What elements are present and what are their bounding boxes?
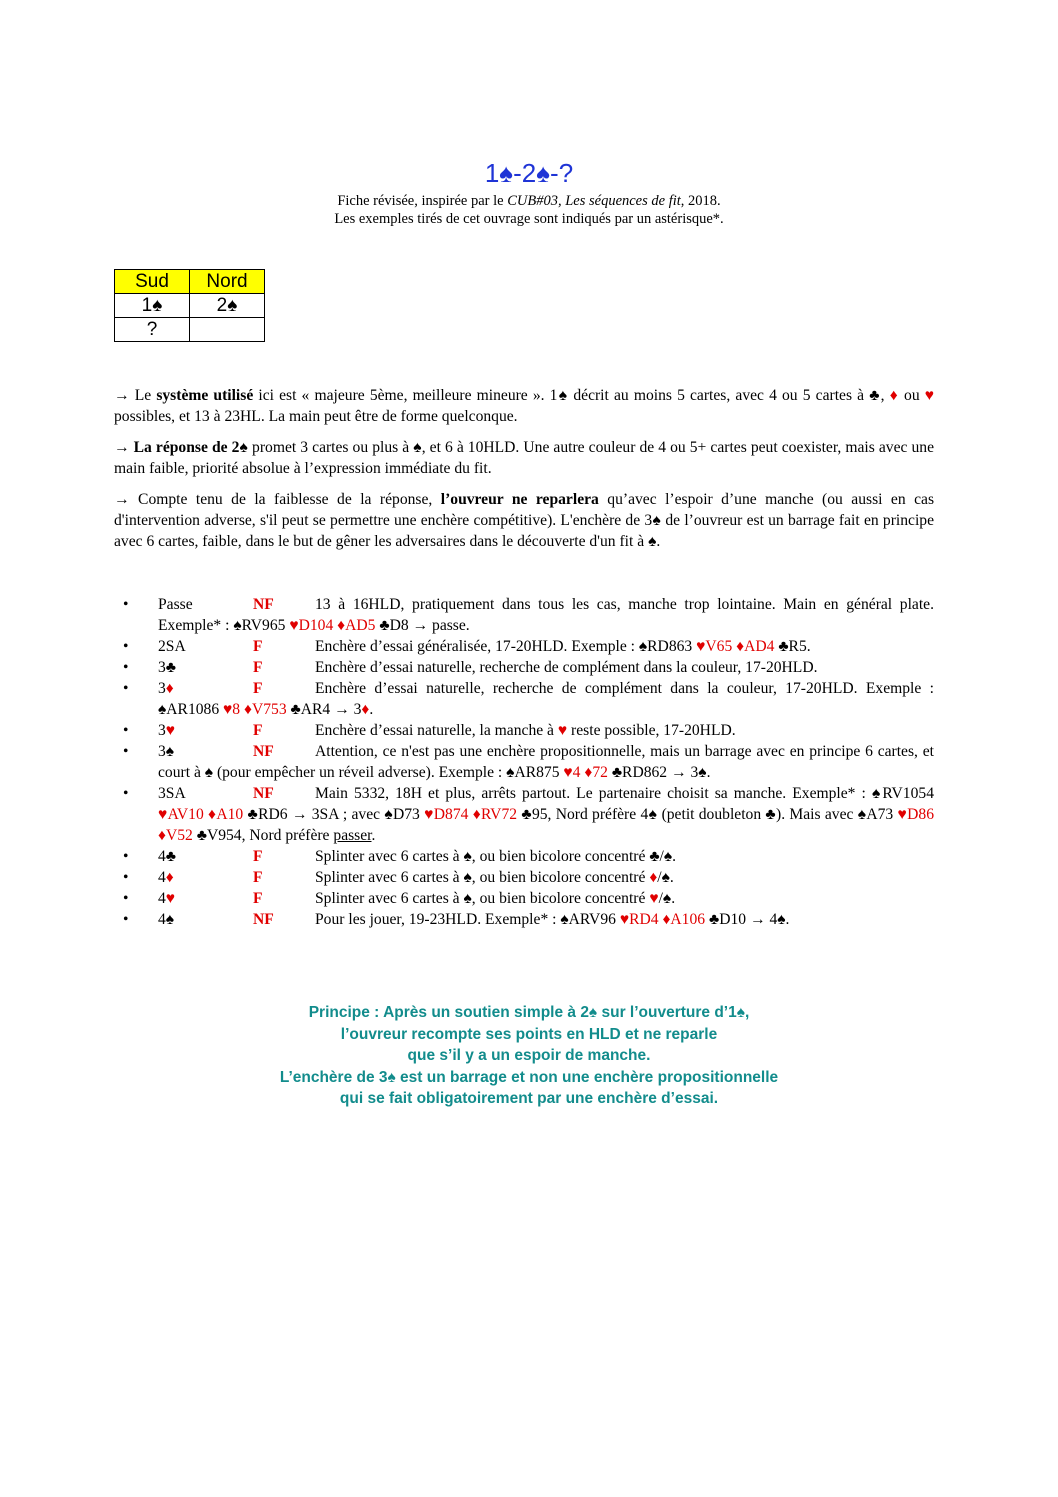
bid-level: 4 [158, 869, 166, 886]
text: ♣D10 → 4♠. [705, 911, 790, 928]
bid-cell [190, 318, 265, 342]
bold-text: l’ouvreur ne reparlera [440, 491, 599, 508]
diamond-icon: ♦ [165, 869, 174, 886]
text: → Le [114, 387, 157, 404]
bid-label: 3♠ [158, 743, 175, 760]
bullet-icon: • [123, 785, 129, 802]
bold-text: La réponse de 2♠ [133, 439, 248, 456]
text: Splinter avec 6 cartes à ♠, ou bien bicolore concentré [315, 869, 650, 886]
principle-line: L’enchère de 3♠ est un barrage et non une enchère propositionnelle [279, 1068, 779, 1086]
forcing-tag: F [253, 659, 263, 676]
text: 13 à 16HLD, pratiquement dans tous les cas, manche trop lointaine. Main en général plate. Exemple* : ♠RV965 [158, 596, 934, 634]
bid-label [158, 720, 253, 741]
red-cards: ♥D86 ♦V52 [158, 806, 934, 844]
diamond-icon: ♦ [889, 387, 899, 404]
principle-line: qui se fait obligatoirement par une enchère d’essai. [339, 1090, 719, 1107]
diamond-icon: ♦ [165, 680, 174, 697]
text: ♣D8 → passe. [375, 617, 470, 634]
bidding-table [114, 269, 265, 342]
text: ♣RD6 → 3SA ; avec ♠D73 [243, 806, 425, 823]
paragraph-response [114, 437, 934, 479]
text: Splinter avec 6 cartes à ♠, ou bien bicolore concentré ♣/♠. [315, 848, 677, 865]
text: Attention, ce n'est pas une enchère propositionnelle, mais un barrage avec en principe 6 cartes, et court à ♠ (pour empêcher un réveil adverse). Exemple : ♠AR875 [158, 743, 934, 781]
bullet-icon: • [123, 869, 129, 886]
subtitle-line-1 [0, 193, 1058, 210]
text: ♣V954, Nord préfère [192, 827, 334, 844]
text: Main 5332, 18H et plus, arrêts partout. Le partenaire choisit sa manche. Exemple* : ♠RV1054 [315, 785, 934, 802]
red-cards: ♥D874 ♦RV72 [424, 806, 518, 823]
bidding-row [115, 294, 265, 318]
bullet-icon: • [123, 743, 129, 760]
paragraph-system [114, 385, 934, 427]
subtitle-text: Fiche révisée, inspirée par le [337, 193, 508, 209]
red-cards: ♥RD4 ♦A106 [619, 911, 706, 928]
text: promet 3 cartes ou plus à ♠, et 6 à 10HLD. Une autre couleur de 4 ou 5+ cartes peut coexister, mais avec une main faible, priorité absolue à l’expression immédiate du fit. [114, 439, 934, 477]
text: . [371, 827, 376, 844]
bidding-row [115, 318, 265, 342]
text: reste possible, 17-20HLD. [567, 722, 736, 739]
text: → Compte tenu de la faiblesse de la réponse, [114, 491, 441, 508]
red-cards: ♥AV10 ♦A10 [158, 806, 244, 823]
list-item [114, 636, 934, 657]
spade-icon: ♠ [536, 158, 551, 188]
text: ♣95, Nord préfère 4♠ (petit doubleton ♣). Mais avec ♠A73 [517, 806, 898, 823]
text: ou [898, 387, 925, 404]
bid-label: 3♣ [158, 659, 177, 676]
heart-icon: ♥ [924, 387, 935, 404]
list-item [114, 657, 934, 678]
bid-level: 4 [158, 890, 166, 907]
book-title: CUB#03, Les séquences de fit [507, 193, 681, 209]
bid-label: 3SA [158, 785, 186, 802]
bid-label [158, 888, 253, 909]
diamond-icon: ♦ [649, 869, 658, 886]
bid-cell: 2♠ [190, 294, 265, 318]
bid-cell: 1♠ [115, 294, 190, 318]
list-item [114, 867, 934, 888]
text: Enchère d’essai naturelle, la manche à [315, 722, 558, 739]
bid-label: 4♠ [158, 911, 175, 928]
bullet-icon: • [123, 848, 129, 865]
header-sud: Sud [115, 270, 190, 294]
forcing-tag: F [253, 680, 263, 697]
principle-box [0, 1002, 1058, 1110]
bid-label: 2SA [158, 638, 186, 655]
text: ♣AR4 → 3 [286, 701, 362, 718]
text: /♠. [658, 890, 676, 907]
title-part: -2 [513, 158, 537, 188]
forcing-tag: F [253, 722, 263, 739]
bid-label: Passe [158, 596, 193, 613]
bid-list [114, 594, 934, 930]
list-item [114, 888, 934, 909]
header-nord: Nord [190, 270, 265, 294]
bid-label [158, 678, 253, 699]
forcing-tag: F [253, 869, 263, 886]
forcing-tag: F [253, 890, 263, 907]
forcing-tag: NF [253, 743, 274, 760]
list-item [114, 909, 934, 930]
subtitle-text: , 2018. [680, 193, 721, 209]
text: . [369, 701, 374, 718]
spade-icon: ♠ [499, 158, 514, 188]
forcing-tag: F [253, 848, 263, 865]
list-item [114, 741, 934, 783]
diamond-icon: ♦ [361, 701, 370, 718]
text: → [114, 439, 134, 456]
list-item [114, 678, 934, 720]
text: Splinter avec 6 cartes à ♠, ou bien bicolore concentré [315, 890, 650, 907]
bullet-icon: • [123, 911, 129, 928]
red-cards: ♥V65 ♦AD4 [696, 638, 775, 655]
underlined-text: passer [333, 827, 372, 844]
forcing-tag: F [253, 638, 263, 655]
text: ♣R5. [774, 638, 811, 655]
text: ici est « majeure 5ème, meilleure mineure ». 1♠ décrit au moins 5 cartes, avec 4 ou 5 cartes à ♣, [253, 387, 890, 404]
principle-line: Principe : Après un soutien simple à 2♠ sur l’ouverture d’1♠, [308, 1004, 750, 1021]
bullet-icon: • [123, 722, 129, 739]
page-title [0, 158, 1058, 189]
bold-text: système utilisé [156, 387, 254, 404]
bid-level: 3 [158, 680, 166, 697]
paragraph-opener [114, 489, 934, 552]
title-part: -? [550, 158, 574, 188]
text: Enchère d’essai naturelle, recherche de complément dans la couleur, 17-20HLD. [315, 659, 818, 676]
heart-icon: ♥ [557, 722, 568, 739]
red-cards: ♥D104 ♦AD5 [289, 617, 376, 634]
text: possibles, et 13 à 23HL. La main peut être de forme quelconque. [114, 408, 518, 425]
title-part: 1 [484, 158, 500, 188]
bullet-icon: • [123, 890, 129, 907]
text: Pour les jouer, 19-23HLD. Exemple* : ♠ARV96 [315, 911, 620, 928]
bid-level: 3 [158, 722, 166, 739]
bullet-icon: • [123, 596, 129, 613]
bid-label: 4♣ [158, 848, 177, 865]
bid-cell: ? [115, 318, 190, 342]
bullet-icon: • [123, 659, 129, 676]
heart-icon: ♥ [649, 890, 659, 907]
red-cards: ♥8 ♦V753 [223, 701, 287, 718]
bid-label [158, 867, 253, 888]
forcing-tag: NF [253, 596, 274, 613]
list-item [114, 720, 934, 741]
forcing-tag: NF [253, 911, 274, 928]
subtitle-line-2: Les exemples tirés de cet ouvrage sont indiqués par un astérisque*. [334, 211, 724, 227]
text: /♠. [657, 869, 674, 886]
bidding-header-row [115, 270, 265, 294]
heart-icon: ♥ [165, 890, 176, 907]
red-cards: ♥4 ♦72 [563, 764, 608, 781]
bullet-icon: • [123, 680, 129, 697]
text: qu’avec l’espoir d’une manche (ou aussi en cas d'intervention adverse, s'il peut se permettre une enchère compétitive). L'enchère de 3♠ de l’ouvreur est un barrage fait en principe avec 6 cartes, faible, dans le but de gêner les adversaires dans le découverte d'un fit à ♠. [114, 491, 935, 550]
text: Enchère d’essai naturelle, recherche de complément dans la couleur, 17-20HLD. Exemple : ♠AR1086 [158, 680, 934, 718]
forcing-tag: NF [253, 785, 274, 802]
bullet-icon: • [123, 638, 129, 655]
principle-line: que s’il y a un espoir de manche. [407, 1047, 651, 1064]
list-item [114, 846, 934, 867]
text: ♣RD862 → 3♠. [607, 764, 711, 781]
list-item [114, 594, 934, 636]
principle-line: l’ouvreur recompte ses points en HLD et ne reparle [340, 1025, 718, 1043]
list-item [114, 783, 934, 846]
heart-icon: ♥ [165, 722, 176, 739]
text: Enchère d’essai généralisée, 17-20HLD. Exemple : ♠RD863 [315, 638, 697, 655]
